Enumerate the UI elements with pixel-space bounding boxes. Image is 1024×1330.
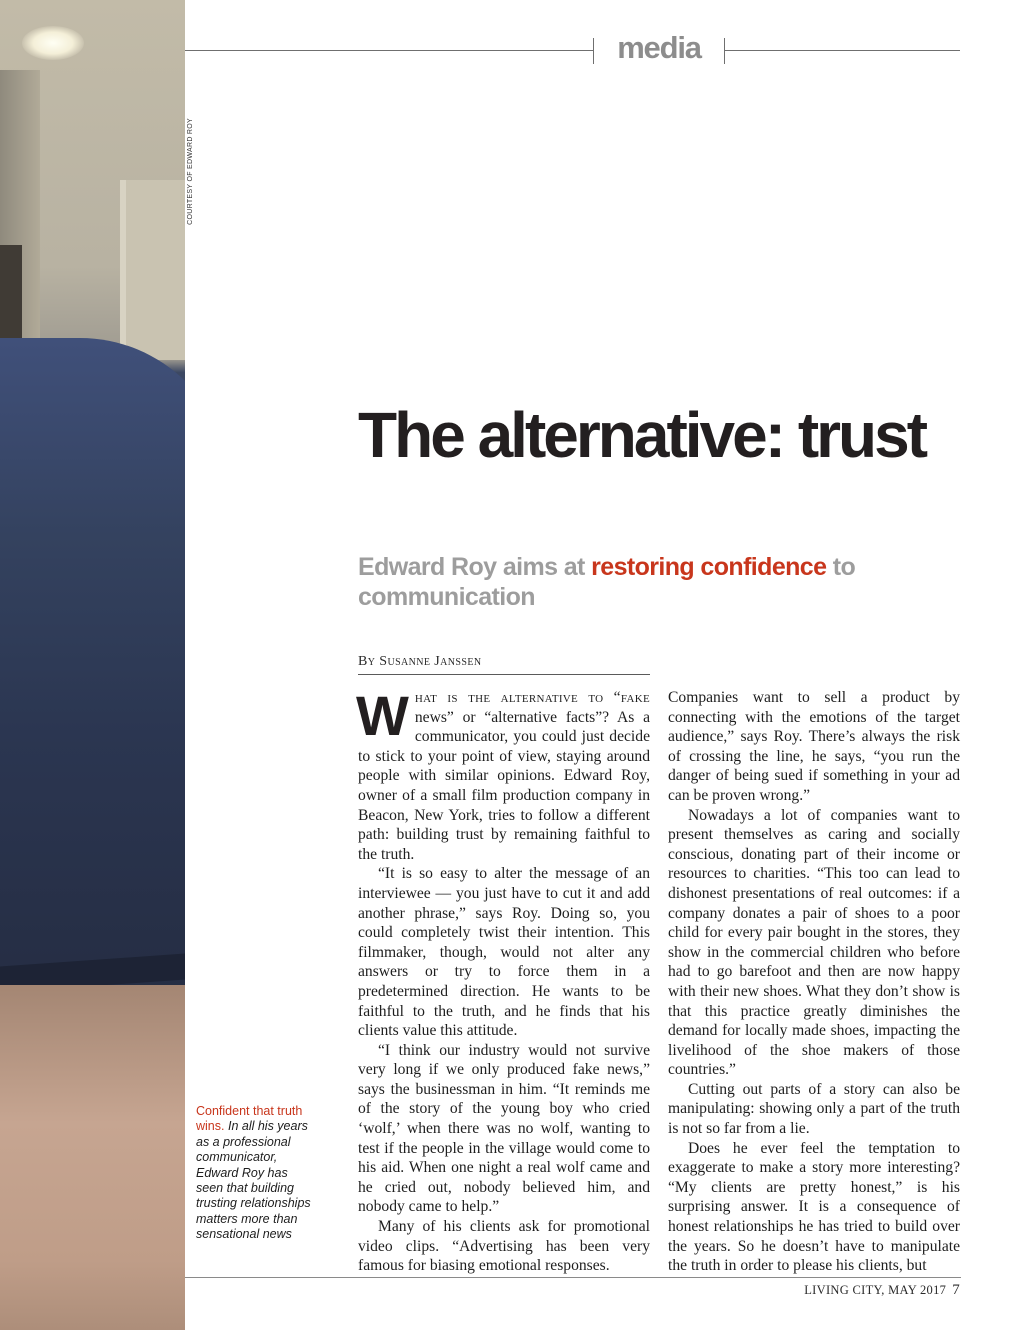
- article-paragraph: Does he ever feel the temptation to exaggerate to make a story more interesting? “My clients are pretty honest,” is his surprising answer. It is a consequence of honest relationships he has tried to build over the years. So he doesn’t have to manipulate the truth in order to please his clients, but: [668, 1139, 960, 1275]
- article-paragraph: Nowadays a lot of companies want to present themselves as caring and socially conscious, donating part of their income or resources to charities. “This too can lead to dishonest presentations of real outcomes: if a company donates a pair of shoes to a poor child for every pair bought in the stores, they show in the commercial children who before had to go barefoot and then are now happy with their new shoes. What they don’t show is that this practice greatly diminishes the demand for locally made shoes, impacting the livelihood of the shoe makers of those countries.”: [668, 806, 960, 1079]
- page-number: 7: [952, 1282, 960, 1298]
- section-label: media: [617, 30, 701, 65]
- article-paragraph: Companies want to sell a product by connecting with the emotions of the target audience,” says Roy. There’s always the risk of crossing the line, he says, “you run the danger of being sued if something in your ad can be proven wrong.”: [668, 689, 960, 804]
- arm: [0, 985, 185, 1330]
- paragraph-text: news” or “alternative facts”? As a communicator, you could just decide to stick to your point of view, staying around people with similar opinions. Edward Roy, owner of a small film production company in Beacon, New York, tries to follow a different path: building trust by remaining faithful to the truth.: [358, 708, 650, 863]
- article-paragraph: “I think our industry would not survive very long if we only produced fake news,” says the businessman in him. “It reminds me of the story of the young boy who cried ‘wolf,’ when there was no wolf, wanting to test if the people in the village would come to his aid. When one night a real wolf came and he cried out, nobody believed him, and nobody came to help.”: [358, 1041, 650, 1216]
- byline: By Susanne Janssen: [358, 654, 482, 669]
- byline-rule: [358, 674, 650, 675]
- article-column-2: [668, 688, 960, 1276]
- header-rule-left: [185, 50, 593, 51]
- lead-in: hat is the alternative to “fake: [414, 689, 650, 706]
- deck-highlight: restoring confidence: [591, 553, 827, 581]
- door-frame: [120, 180, 185, 360]
- drop-cap: W: [356, 684, 409, 747]
- portrait-photo: [0, 0, 185, 1330]
- shirt-shoulder: [0, 338, 185, 998]
- article-deck: [358, 552, 958, 612]
- photo-caption: [196, 1104, 318, 1243]
- header-tick-right: [724, 38, 725, 64]
- ceiling-light: [22, 26, 84, 60]
- footer-rule: [185, 1277, 961, 1278]
- article-paragraph: [356, 684, 650, 864]
- header-tick-left: [593, 38, 594, 64]
- article-paragraph: Many of his clients ask for promotional video clips. “Advertising has been very famous for biasing emotional responses.: [358, 1218, 650, 1275]
- publication-name: LIVING CITY, MAY 2017: [804, 1283, 947, 1297]
- caption-body: In all his years as a professional communicator, Edward Roy has seen that building trusting relationships matters more than sensational news: [196, 1119, 311, 1242]
- deck-part-2: to communication: [358, 553, 856, 611]
- article-column-1: [356, 684, 650, 1276]
- article-paragraph: “It is so easy to alter the message of an interviewee — you just have to cut it and add another phrase,” says Roy. Doing so, you could completely twist their intention. This filmmaker, though, would not alter any answers or try to force them in a predetermined direction. He wants to be faithful to the truth, and he finds that his clients value this attitude.: [358, 865, 650, 1040]
- deck-part-1: Edward Roy aims at: [358, 553, 585, 581]
- article-paragraph: Cutting out parts of a story can also be manipulating: showing only a part of the truth is not so far from a lie.: [668, 1080, 960, 1138]
- caption-lead: Confident that truth wins.: [196, 1104, 303, 1134]
- folio: [804, 1282, 960, 1299]
- article-title: The alternative: trust: [358, 399, 926, 471]
- photo-credit: COURTESY OF EDWARD ROY: [187, 118, 194, 225]
- header-rule-right: [724, 50, 960, 51]
- doorway: [0, 245, 22, 340]
